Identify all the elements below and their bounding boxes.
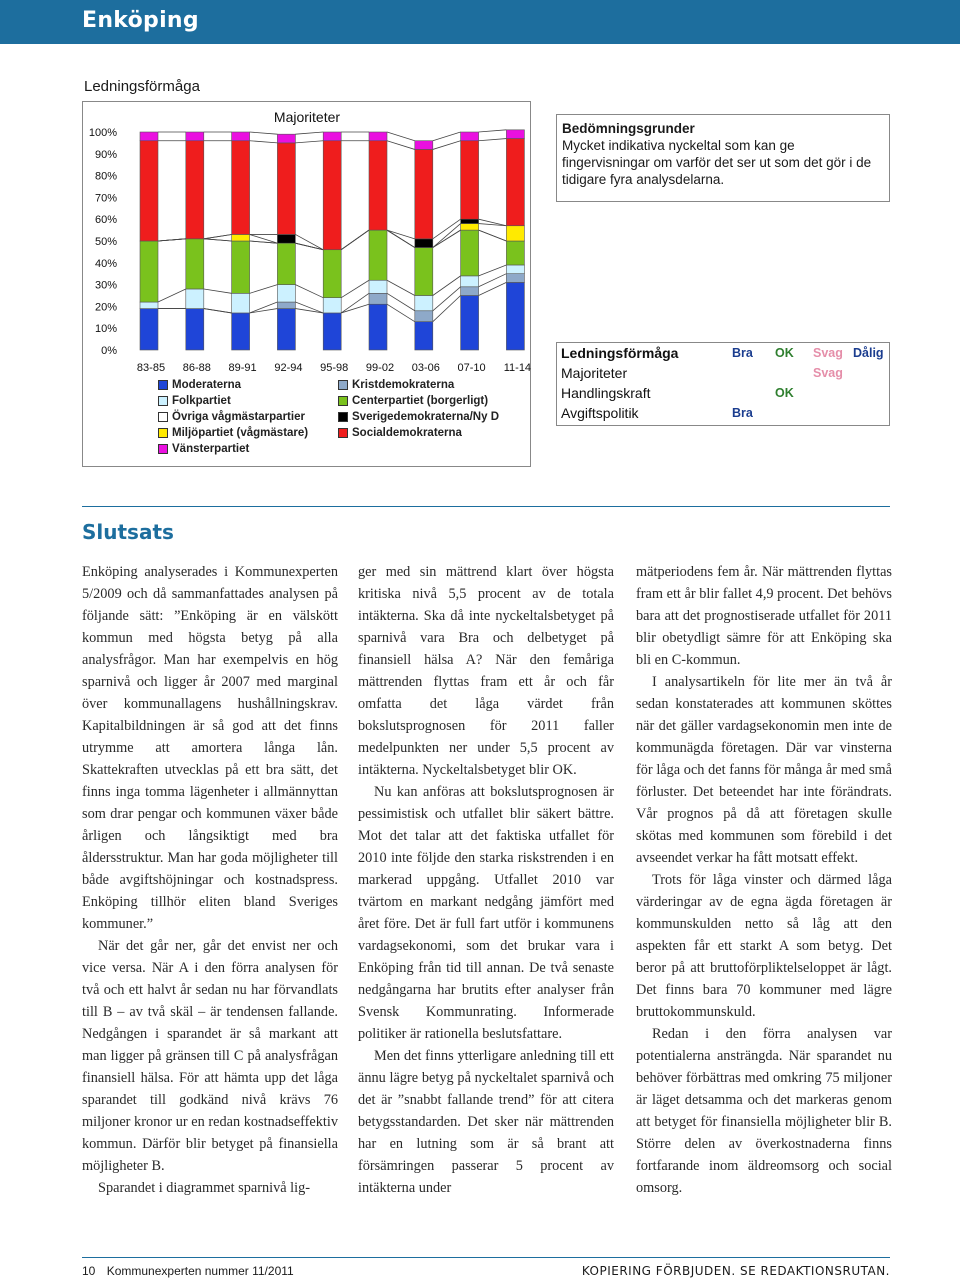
bar-segment xyxy=(323,141,341,250)
series-connector xyxy=(433,141,461,150)
rating-table xyxy=(556,342,890,426)
bar-segment xyxy=(369,280,387,293)
header-bar xyxy=(0,0,960,44)
series-connector xyxy=(158,239,186,241)
paragraph: Trots för låga vinster och därmed låga värderingar av de egna ägda företagen är kommunskulden netto så låg att den aspekten får ett starkt A som betyg. Det beror på att bruttoförpliktelseloppet är lågt. Det finns bara 70 kommuner med lägre bruttokommunskuld. xyxy=(636,872,892,1020)
bar-segment xyxy=(461,287,479,296)
series-connector xyxy=(295,141,323,143)
series-connector xyxy=(341,230,369,250)
rating-row-value: OK xyxy=(775,386,794,400)
rating-header-row xyxy=(561,345,889,365)
bar-segment xyxy=(232,234,250,241)
rating-row-label: Avgiftspolitik xyxy=(561,405,639,421)
rating-row-label: Handlingskraft xyxy=(561,385,651,401)
bar-segment xyxy=(461,296,479,351)
bar-segment xyxy=(506,241,524,265)
series-connector xyxy=(387,141,415,150)
bar-segment xyxy=(323,250,341,298)
paragraph: I analysartikeln för lite mer än två år sedan konstaterades att kommunen sköttes när det gäller vardagsekonomin men inte de kommunägda företagen. Där var vinsterna för låga och det fanns för många år med små förluster. Det beteendet har inte förändrats. Vår prognos på då att företagen skulle skötas med kommunen som förebild i det avseendet verkar ha fått motsatt effekt. xyxy=(636,674,892,866)
footer-notice: KOPIERING FÖRBJUDEN. SE REDAKTIONSRUTAN. xyxy=(581,1264,890,1278)
bar-segment xyxy=(277,302,295,309)
rating-row-value: Bra xyxy=(732,406,753,420)
legend-label: Centerpartiet (borgerligt) xyxy=(352,395,489,407)
chart-title: Majoriteter xyxy=(273,109,341,125)
legend-swatch xyxy=(158,396,168,406)
paragraph: Enköping analyserades i Kommunexperten 5/2009 och då sammanfattades analysen på följande sätt: ”Enköping är en välskött kommun med högsta betyg på alla analysfrågor. Man har exempelvis en hög sparnivå och ligger år 2007 med marginal över kommunallagens hushållningskrav. Kapitalbildningen är så god att det finns utrymme att amortera långa lån. Skattekraften utvecklas på ett bra sätt, det finns inga tomma lägenheter i allmännyttan som drar pengar och kommunen växer både årligen och långsiktigt med bra åldersstruktur. Man har goda möjligheter till både avgiftshöjningar och kostnadspress. Enköping tillhör eliten bland Sveriges kommuner.” xyxy=(82,564,338,932)
paragraph: Redan i den förra analysen var potentialerna ansträngda. När sparandet nu behöver förbättras med omkring 75 miljoner är läget detsamma och det markeras genom att betyget för finansiella möjligheter blir B. Större delen av överkostnaderna finns fortfarande inom äldreomsorg och social omsorg. xyxy=(636,1026,892,1196)
series-connector xyxy=(479,230,507,241)
bar-segment xyxy=(369,293,387,304)
rating-row-label: Majoriteter xyxy=(561,365,628,381)
series-connector xyxy=(250,141,278,143)
y-tick-label: 100% xyxy=(88,127,117,139)
criteria-box xyxy=(556,114,890,202)
bar-segment xyxy=(415,296,433,311)
section-label: Ledningsförmåga xyxy=(84,78,200,95)
series-connector xyxy=(250,309,278,313)
legend-swatch xyxy=(158,428,168,438)
series-connector xyxy=(433,296,461,322)
bar-segment xyxy=(323,313,341,350)
bar-segment xyxy=(506,282,524,350)
bar-segment xyxy=(369,141,387,230)
bar-segment xyxy=(415,248,433,296)
rating-header-label: Ledningsförmåga xyxy=(561,345,679,361)
series-connector xyxy=(295,285,323,298)
bar-segment xyxy=(461,219,479,223)
bar-segment xyxy=(506,130,524,139)
x-tick-label: 95-98 xyxy=(320,362,349,374)
bar-segment xyxy=(369,230,387,280)
divider xyxy=(82,506,890,507)
bar-segment xyxy=(232,293,250,313)
legend-label: Övriga vågmästarpartier xyxy=(172,411,305,423)
rating-header-ok: OK xyxy=(775,346,794,360)
footer-left xyxy=(82,1264,294,1278)
series-connector xyxy=(387,230,415,239)
y-tick-label: 50% xyxy=(94,236,117,248)
bar-segment xyxy=(461,230,479,276)
bar-segment xyxy=(506,274,524,283)
legend-swatch xyxy=(338,396,348,406)
bar-segment xyxy=(140,132,158,141)
bar-segment xyxy=(232,132,250,141)
rating-row-handlingskraft xyxy=(561,385,889,405)
text-column-3 xyxy=(636,561,892,1199)
bar-segment xyxy=(277,143,295,235)
bar-segment xyxy=(232,241,250,293)
bar-segment xyxy=(186,239,204,289)
paragraph: mätperiodens fem år. När mättrenden flyttas fram ett år blir fallet 4,9 procent. Det behövs bara att det prognostiserade utfallet för 2011 blir obetydligt sämre för att Enköping ska bli en C-kommun. xyxy=(636,564,892,668)
bar-segment xyxy=(277,134,295,143)
paragraph: ger med sin mättrend klart över högsta kritiska nivå 5,5 procent av de totala intäkterna. Ska då inte nyckeltalsbetyget på sparnivå vara Bra och delbetyget på finansiell hälsa A? När den femåriga mättrenden flyttas fram ett år och får omfatta det låga värdet från bokslutsprognosen för 2011 faller medelpunkten ner under 5,5 procent av intäkterna. Nyckeltalsbetyget blir OK. xyxy=(358,564,614,778)
bar-segment xyxy=(461,224,479,231)
series-connector xyxy=(204,239,232,241)
bar-segment xyxy=(461,276,479,287)
legend-label: Socialdemokraterna xyxy=(352,427,462,439)
series-connector xyxy=(250,302,278,313)
rating-header-bra: Bra xyxy=(732,346,753,360)
series-connector xyxy=(387,293,415,310)
bar-segment xyxy=(506,226,524,241)
legend-swatch xyxy=(158,412,168,422)
bar-segment xyxy=(232,141,250,235)
y-tick-label: 10% xyxy=(94,323,117,336)
bar-segment xyxy=(277,309,295,350)
bar-segment xyxy=(461,141,479,219)
paragraph: När det går ner, går det envist ner och vice versa. När A i den förra analysen för två och ett halvt år sedan nu har förvandlats till B – av två skäl – är tendensen fallande. Nedgången i sparandet är så markant att man ligger på gränsen till C på analysfrågan finansiell hälsa. För att hämta upp det låga sparandet till godkänd nivå krävs 76 miljoner kronor ur en redan kostnadseffektiv kommun. Därför blir betyget på finansiella möjligheter B. xyxy=(82,938,338,1174)
rating-row-value: Svag xyxy=(813,366,843,380)
bar-segment xyxy=(369,304,387,350)
series-connector xyxy=(295,243,323,250)
x-tick-label: 03-06 xyxy=(411,362,440,374)
bar-segment xyxy=(277,243,295,284)
y-tick-label: 90% xyxy=(94,148,117,161)
legend-label: Sverigedemokraterna/Ny D xyxy=(352,411,500,423)
bar-segment xyxy=(277,285,295,302)
series-connector xyxy=(204,289,232,293)
bar-segment xyxy=(369,132,387,141)
page-number: 10 xyxy=(82,1264,96,1278)
legend-swatch xyxy=(338,412,348,422)
legend-label: Kristdemokraterna xyxy=(352,379,455,391)
series-connector xyxy=(341,304,369,313)
x-tick-label: 99-02 xyxy=(365,362,395,374)
bar-segment xyxy=(232,313,250,350)
series-connector xyxy=(433,132,461,141)
series-connector xyxy=(295,302,323,313)
series-connector xyxy=(341,293,369,313)
bar-segment xyxy=(186,309,204,350)
legend-label: Miljöpartiet (vågmästare) xyxy=(172,427,309,439)
series-connector xyxy=(204,234,232,238)
bar-segment xyxy=(323,132,341,141)
criteria-text: Mycket indikativa nyckeltal som kan ge fingervisningar om varför det ser ut som det gör i de tidigare fyra analysdelarna. xyxy=(562,138,872,187)
criteria-title: Bedömningsgrunder xyxy=(562,121,695,136)
x-tick-label: 07-10 xyxy=(457,362,486,374)
bar-segment xyxy=(140,302,158,309)
series-connector xyxy=(295,234,323,249)
bar-segment xyxy=(323,298,341,313)
series-connector xyxy=(433,287,461,311)
text-column-1 xyxy=(82,561,338,1199)
section-heading: Slutsats xyxy=(82,520,174,544)
bar-segment xyxy=(506,265,524,274)
rating-header-dalig: Dålig xyxy=(853,346,884,360)
bar-segment xyxy=(140,141,158,241)
rating-row-majoriteter xyxy=(561,365,889,385)
bar-segment xyxy=(415,322,433,350)
bar-segment xyxy=(140,241,158,302)
bar-segment xyxy=(461,132,479,141)
legend-label: Vänsterpartiet xyxy=(172,443,250,455)
series-connector xyxy=(433,276,461,296)
legend-swatch xyxy=(338,380,348,390)
rating-header-svag: Svag xyxy=(813,346,843,360)
paragraph: Men det finns ytterligare anledning till ett ännu lägre betyg på nyckeltalet sparnivå och det är ”snabbt fallande trend” för att citera betygsstandarden. Det sker när mättrenden har en lutning som är så brant att försämringen passerar 5 procent av intäkterna under xyxy=(358,1048,614,1196)
text-column-2 xyxy=(358,561,614,1199)
y-tick-label: 40% xyxy=(94,257,117,270)
bar-segment xyxy=(415,311,433,322)
bar-segment xyxy=(506,139,524,226)
bar-segment xyxy=(415,239,433,248)
y-tick-label: 70% xyxy=(94,192,117,205)
rating-row-avgiftspolitik xyxy=(561,405,889,425)
x-tick-label: 11-14 xyxy=(503,362,532,374)
series-connector xyxy=(479,265,507,276)
bar-segment xyxy=(415,141,433,150)
paragraph: Nu kan anföras att bokslutsprognosen är pessimistisk och utfallet blir säkert bättre. Mot det talar att det faktiska utfallet för 2010 inte följde den starka riskstrenden i en markerad uppgång. Utfallet 2010 var tvärtom en markant nedgång jämfört med året före. Det är full fart utför i kommunens vardagsekonomi, som det brukar vara i Enköping från tid till annan. De två senaste nedgångarna har brutits efter analyser från Svensk Kommunrating. Informerade politiker är rationella beslutsfattare. xyxy=(358,784,614,1042)
series-connector xyxy=(479,139,507,141)
footer-divider xyxy=(82,1257,890,1258)
page-title: Enköping xyxy=(82,8,199,33)
series-connector xyxy=(204,309,232,313)
series-connector xyxy=(479,130,507,132)
series-connector xyxy=(387,132,415,141)
series-connector xyxy=(158,289,186,302)
series-connector xyxy=(387,230,415,247)
bar-segment xyxy=(186,132,204,141)
series-connector xyxy=(433,230,461,247)
legend-swatch xyxy=(158,380,168,390)
publication-name: Kommunexperten nummer 11/2011 xyxy=(106,1264,294,1278)
x-tick-label: 89-91 xyxy=(228,362,257,374)
x-tick-label: 92-94 xyxy=(274,362,303,374)
paragraph: Sparandet i diagrammet sparnivå lig- xyxy=(98,1180,311,1196)
bar-segment xyxy=(186,141,204,239)
y-tick-label: 80% xyxy=(94,170,117,183)
x-tick-label: 83-85 xyxy=(136,362,166,374)
series-connector xyxy=(250,132,278,134)
series-connector xyxy=(250,285,278,294)
bar-segment xyxy=(277,234,295,243)
bar-segment xyxy=(186,289,204,309)
y-tick-label: 60% xyxy=(94,214,117,227)
series-connector xyxy=(387,304,415,321)
bar-segment xyxy=(140,309,158,350)
bar-segment xyxy=(415,149,433,238)
series-connector xyxy=(295,309,323,313)
series-connector xyxy=(341,280,369,297)
legend-swatch xyxy=(338,428,348,438)
legend-swatch xyxy=(158,444,168,454)
y-tick-label: 20% xyxy=(94,301,117,314)
y-tick-label: 0% xyxy=(101,345,117,357)
series-connector xyxy=(387,280,415,295)
y-tick-label: 30% xyxy=(94,279,117,292)
x-tick-label: 86-88 xyxy=(182,362,211,374)
legend-label: Moderaterna xyxy=(172,379,242,391)
series-connector xyxy=(295,132,323,134)
legend-label: Folkpartiet xyxy=(172,395,231,407)
